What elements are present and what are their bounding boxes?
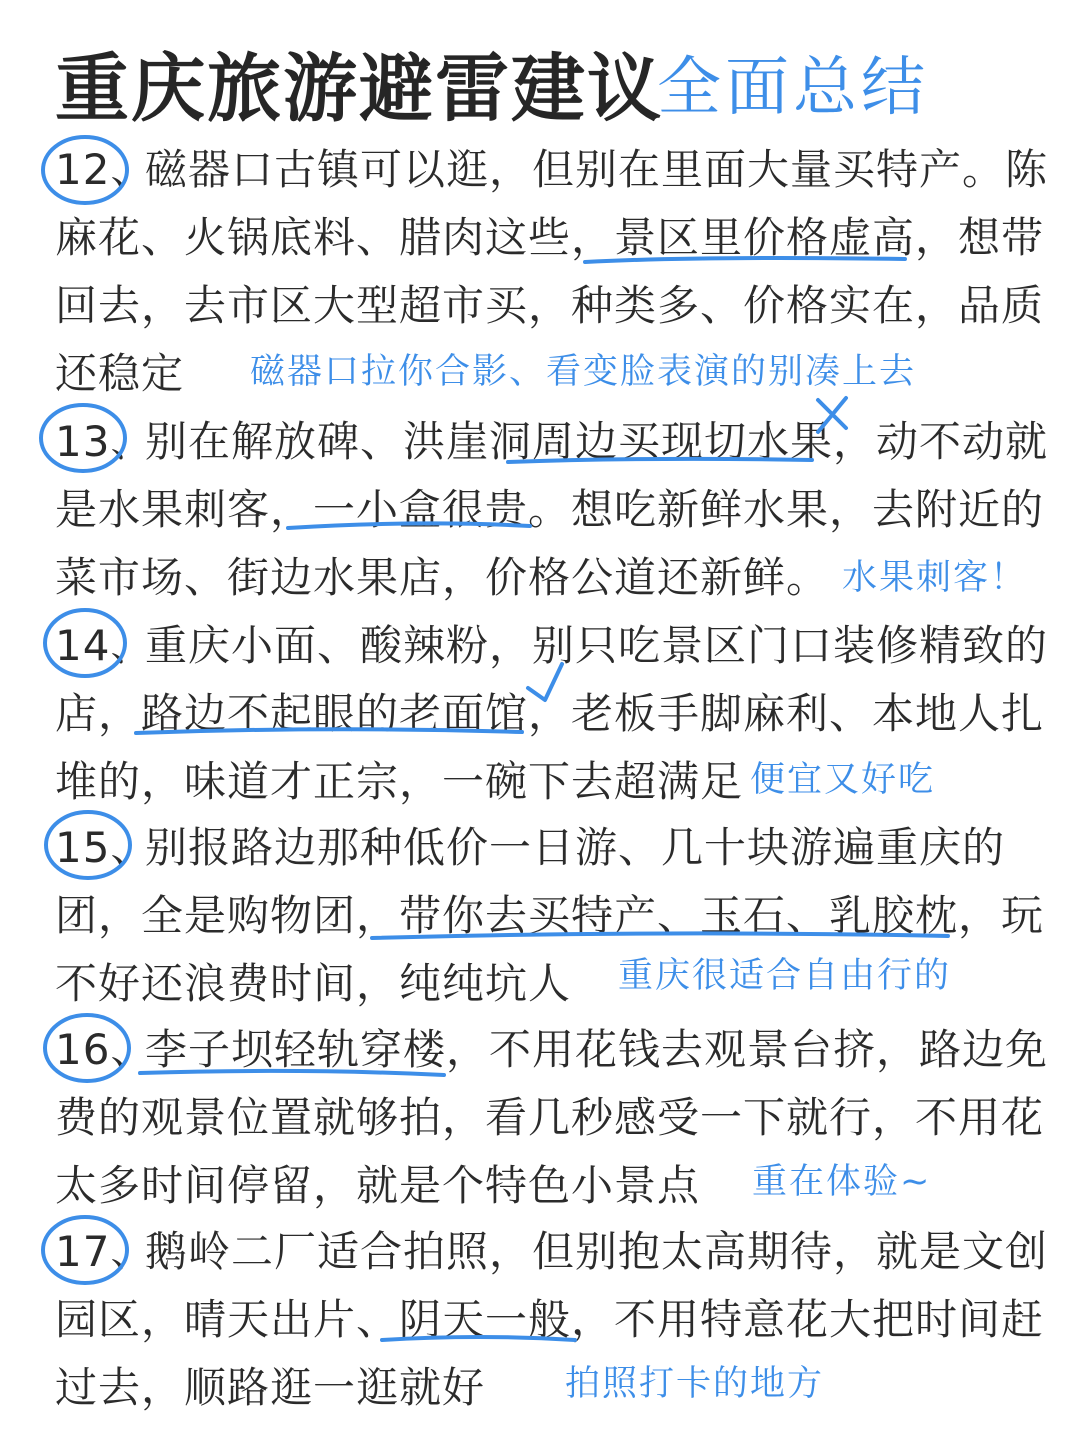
item-number: 17、 (55, 1227, 154, 1276)
item-17-line-2: 园区，晴天出片、阴天一般，不用特意花大把时间赶 (55, 1295, 1045, 1344)
page-subtitle: 全面总结 (657, 51, 929, 125)
item-number: 13、 (55, 417, 154, 466)
item-14-line-3: 堆的，味道才正宗，一碗下去超满足 (55, 757, 744, 806)
item-14-handwritten-note: 便宜又好吃 (750, 760, 936, 800)
item-16-line-1 (55, 1016, 1048, 1084)
item-text: 别在解放碑、洪崖洞周边买现切水果，动不动就 (145, 417, 1049, 466)
item-14-line-2: 店，路边不起眼的老面馆，老板手脚麻利、本地人扎 (55, 689, 1045, 738)
item-15-line-1 (55, 814, 1005, 882)
page-title: 重庆旅游避雷建议 (55, 46, 663, 132)
item-12-line-1 (55, 136, 1048, 204)
item-15-line-3: 不好还浪费时间，纯纯坑人 (55, 959, 572, 1008)
item-15-line-2: 团，全是购物团，带你去买特产、玉石、乳胶枕，玩 (55, 891, 1045, 940)
header (55, 22, 1055, 132)
item-number: 14、 (55, 621, 154, 670)
item-text: 磁器口古镇可以逛，但别在里面大量买特产。陈 (145, 145, 1049, 194)
item-17-line-1 (55, 1218, 1048, 1286)
item-17-handwritten-note: 拍照打卡的地方 (565, 1364, 825, 1404)
item-text: 重庆小面、酸辣粉，别只吃景区门口装修精致的 (145, 621, 1049, 670)
item-number: 12、 (55, 145, 154, 194)
item-number: 16、 (55, 1025, 154, 1074)
item-13-line-3: 菜市场、街边水果店，价格公道还新鲜。 (55, 553, 830, 602)
item-16-line-3: 太多时间停留，就是个特色小景点 (55, 1161, 701, 1210)
item-16-line-2: 费的观景位置就够拍，看几秒感受一下就行，不用花 (55, 1093, 1045, 1142)
item-12-line-2: 麻花、火锅底料、腊肉这些，景区里价格虚高，想带 (55, 213, 1045, 262)
item-13-handwritten-note: 水果刺客！ (842, 558, 1028, 598)
item-16-handwritten-note: 重在体验~ (752, 1162, 932, 1202)
item-17-line-3: 过去，顺路逛一逛就好 (55, 1363, 486, 1412)
item-text: 李子坝轻轨穿楼，不用花钱去观景台挤，路边免 (145, 1025, 1049, 1074)
item-12-line-4: 还稳定 (55, 349, 185, 398)
item-13-line-1 (55, 408, 1048, 476)
item-text: 鹅岭二厂适合拍照，但别抱太高期待，就是文创 (145, 1227, 1049, 1276)
item-14-line-1 (55, 612, 1048, 680)
item-12-handwritten-note: 磁器口拉你合影、看变脸表演的别凑上去 (250, 352, 917, 392)
item-13-line-2: 是水果刺客，一小盒很贵。想吃新鲜水果，去附近的 (55, 485, 1045, 534)
item-number: 15、 (55, 823, 154, 872)
item-15-handwritten-note: 重庆很适合自由行的 (618, 956, 952, 996)
item-12-line-3: 回去，去市区大型超市买，种类多、价格实在，品质 (55, 281, 1045, 330)
item-text: 别报路边那种低价一日游、几十块游遍重庆的 (145, 823, 1006, 872)
